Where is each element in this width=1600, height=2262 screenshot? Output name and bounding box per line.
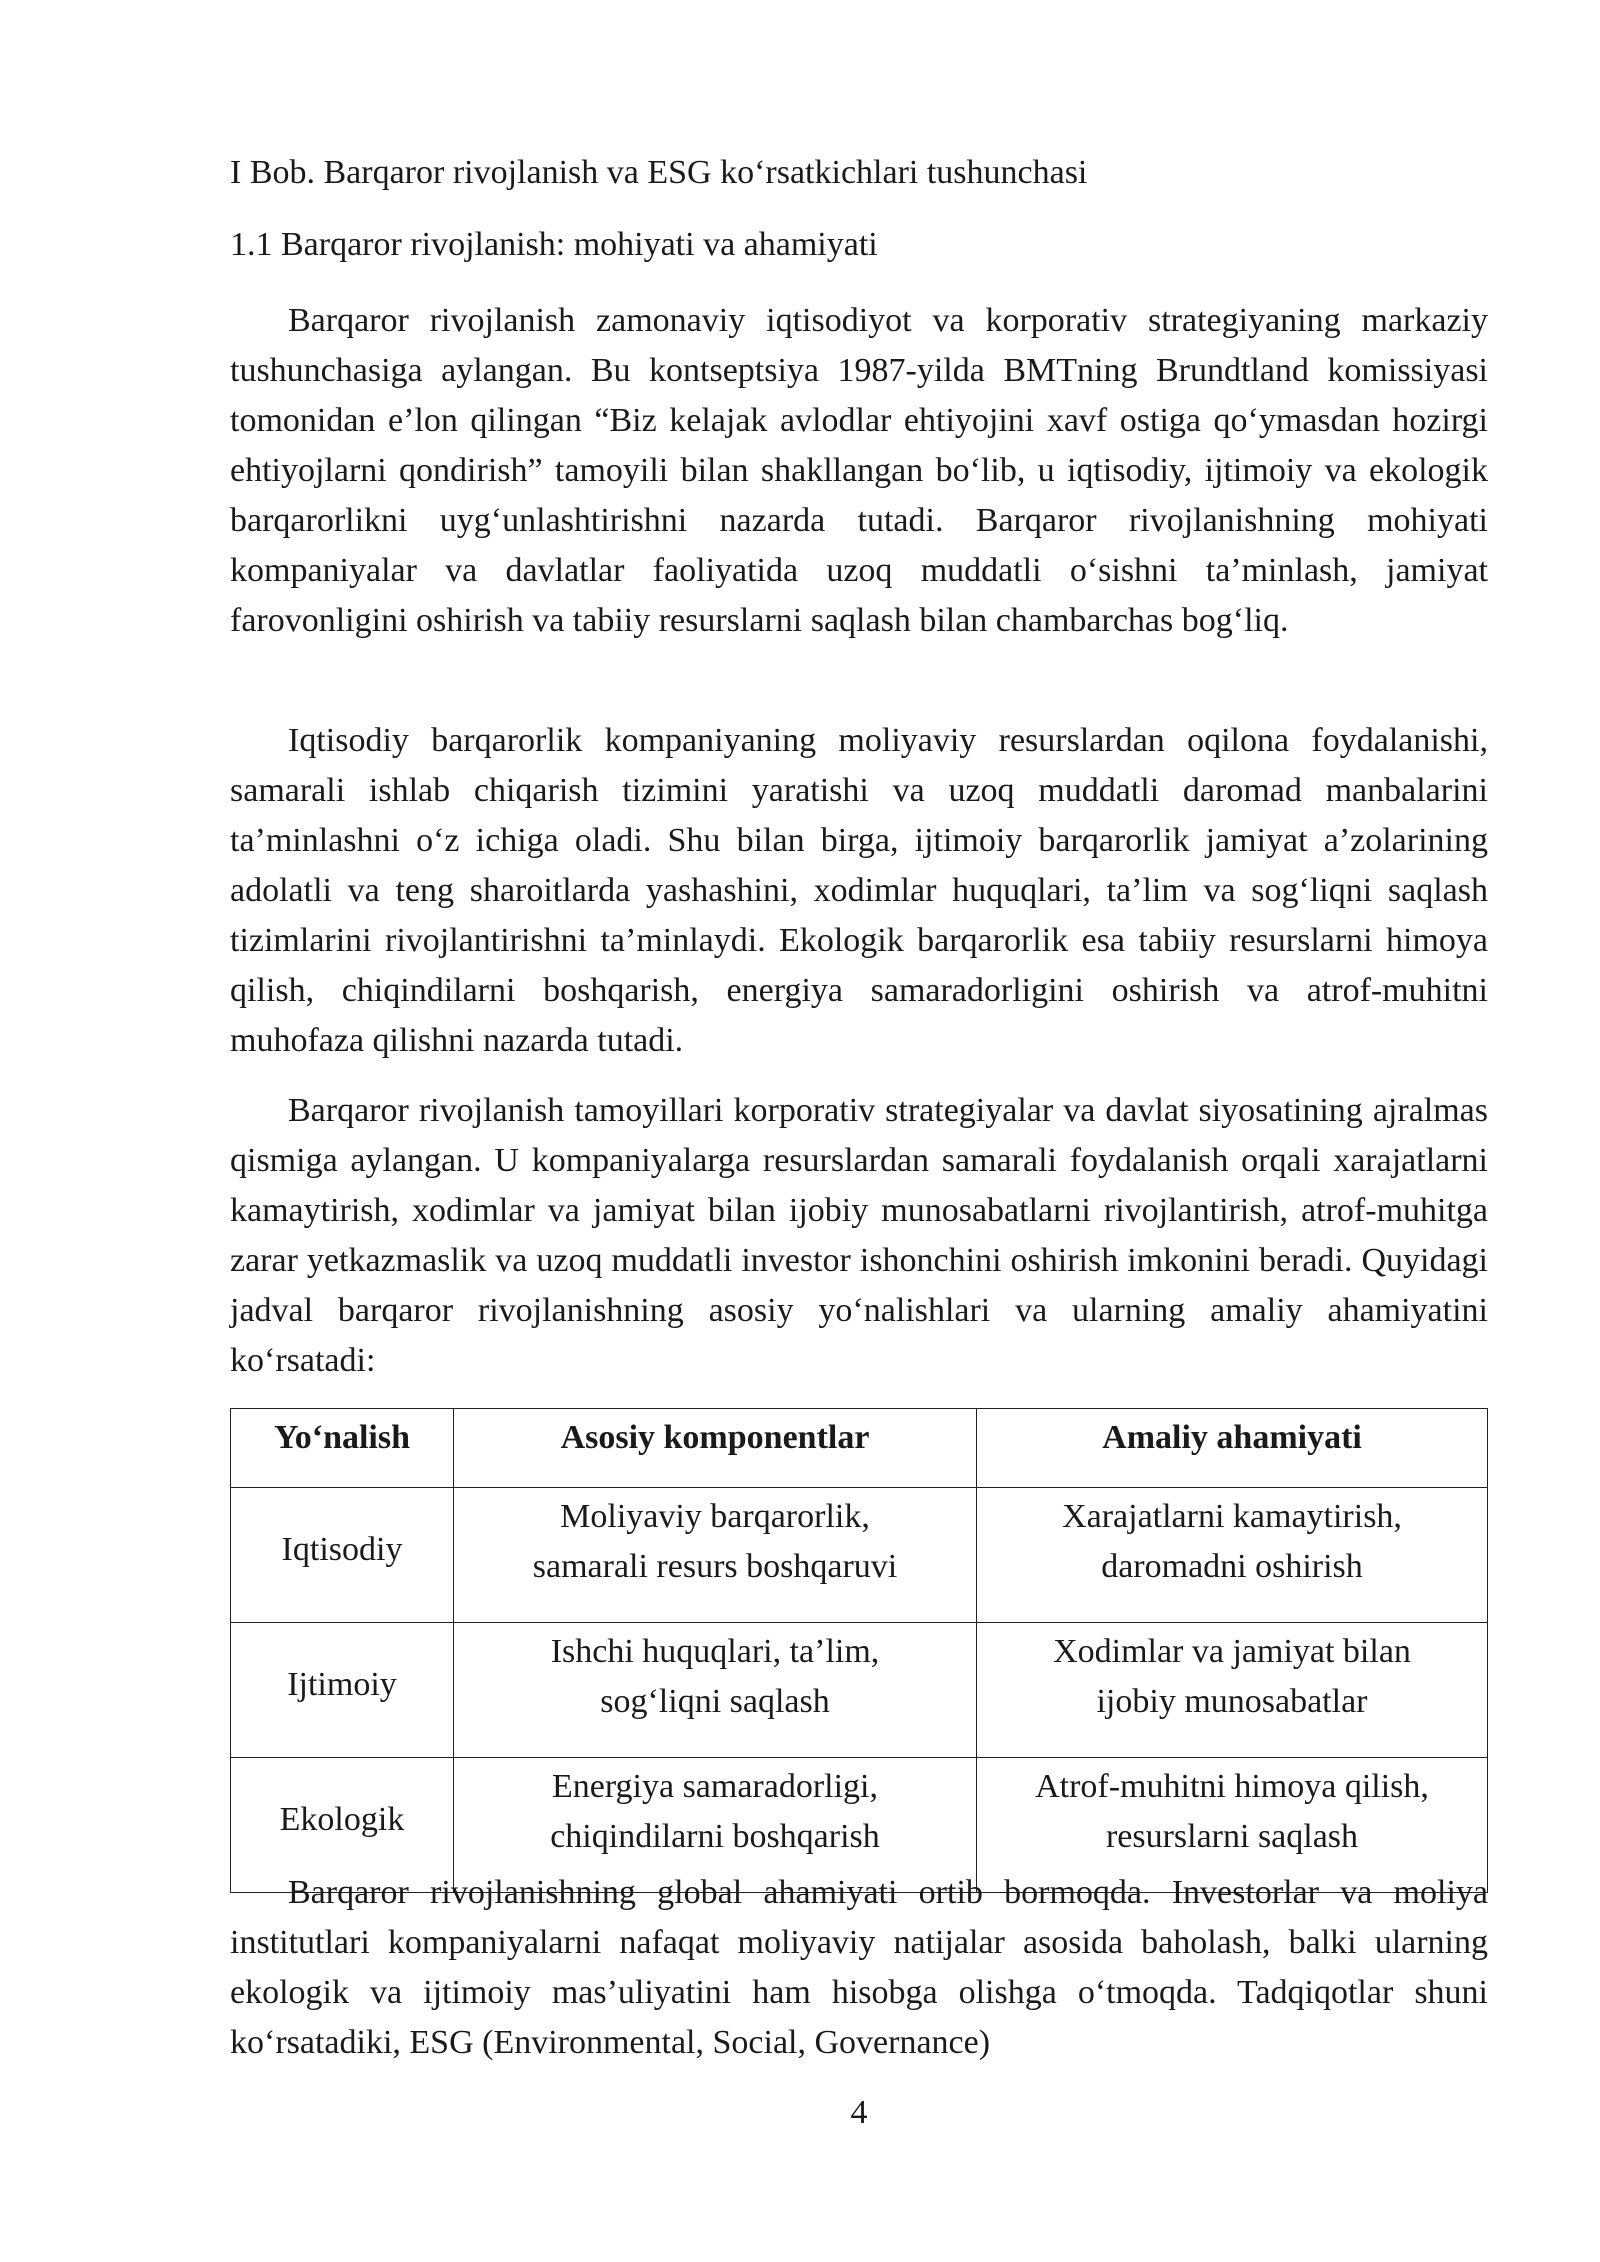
cell-line: ijobiy munosabatlar (1096, 1683, 1368, 1720)
table-row (231, 1623, 1488, 1758)
cell-line: samarali resurs boshqaruvi (532, 1548, 898, 1585)
cell-line: sog‘liqni saqlash (600, 1683, 830, 1720)
table-cell-direction: Iqtisodiy (231, 1488, 454, 1623)
table-header-row (231, 1409, 1488, 1488)
table-cell-significance (977, 1488, 1488, 1623)
cell-line: chiqindilarni boshqarish (550, 1818, 880, 1855)
cell-line: Atrof-muhitni himoya qilish, (1035, 1768, 1429, 1805)
directions-table (230, 1408, 1488, 1893)
table-cell-direction: Ekologik (231, 1758, 454, 1893)
table-header-cell: Asosiy komponentlar (454, 1409, 977, 1488)
table-cell-direction: Ijtimoiy (231, 1623, 454, 1758)
table-header-cell: Yo‘nalish (231, 1409, 454, 1488)
cell-line: Xodimlar va jamiyat bilan (1053, 1633, 1411, 1670)
table-row (231, 1488, 1488, 1623)
paragraph: Barqaror rivojlanishning global ahamiyati ortib bormoqda. Investorlar va moliya institutlari kompaniyalarni nafaqat moliyaviy natijalar asosida baholash, balki ularning ekologik va ijtimoiy mas’uliyatini ham hisobga olishga o‘tmoqda. Tadqiqotlar shuni ko‘rsatadiki, ESG (Environmental, Social, Governance) (230, 1874, 1488, 2061)
cell-line: Energiya samaradorligi, (551, 1768, 879, 1805)
cell-line: Xarajatlarni kamaytirish, (1062, 1498, 1402, 1535)
table-cell-components (454, 1623, 977, 1758)
paragraph: Iqtisodiy barqarorlik kompaniyaning moliyaviy resurslardan oqilona foydalanishi, samarali ishlab chiqarish tizimini yaratishi va uzoq muddatli daromad manbalarini ta’minlashni o‘z ichiga oladi. Shu bilan birga, ijtimoiy barqarorlik jamiyat a’zolarining adolatli va teng sharoitlarda yashashini, xodimlar huquqlari, ta’lim va sog‘liqni saqlash tizimlarini rivojlantirishni ta’minlaydi. Ekologik barqarorlik esa tabiiy resurslarni himoya qilish, chiqindilarni boshqarish, energiya samaradorligini oshirish va atrof-muhitni muhofaza qilishni nazarda tutadi. (230, 722, 1488, 1059)
cell-line: daromadni oshirish (1101, 1548, 1363, 1585)
cell-line: resurslarni saqlash (1105, 1818, 1359, 1855)
table-cell-significance (977, 1623, 1488, 1758)
chapter-title: I Bob. Barqaror rivojlanish va ESG ko‘rsatkichlari tushunchasi (230, 154, 1088, 191)
paragraph: Barqaror rivojlanish tamoyillari korporativ strategiyalar va davlat siyosatining ajralmas qismiga aylangan. U kompaniyalarga resurslardan samarali foydalanish orqali xarajatlarni kamaytirish, xodimlar va jamiyat bilan ijobiy munosabatlarni rivojlantirish, atrof-muhitga zarar yetkazmaslik va uzoq muddatli investor ishonchini oshirish imkonini beradi. Quyidagi jadval barqaror rivojlanishning asosiy yo‘nalishlari va ularning amaliy ahamiyatini ko‘rsatadi: (230, 1092, 1488, 1379)
page-number: 4 (850, 2094, 868, 2131)
table-cell-components (454, 1488, 977, 1623)
cell-line: Ishchi huquqlari, ta’lim, (550, 1633, 880, 1670)
table-header-cell: Amaliy ahamiyati (977, 1409, 1488, 1488)
cell-line: Moliyaviy barqarorlik, (560, 1498, 870, 1535)
section-title: 1.1 Barqaror rivojlanish: mohiyati va ahamiyati (230, 226, 878, 263)
paragraph: Barqaror rivojlanish zamonaviy iqtisodiyot va korporativ strategiyaning markaziy tushunchasiga aylangan. Bu kontseptsiya 1987-yilda BMTning Brundtland komissiyasi tomonidan e’lon qilingan “Biz kelajak avlodlar ehtiyojini xavf ostiga qo‘ymasdan hozirgi ehtiyojlarni qondirish” tamoyili bilan shakllangan bo‘lib, u iqtisodiy, ijtimoiy va ekologik barqarorlikni uyg‘unlashtirishni nazarda tutadi. Barqaror rivojlanishning mohiyati kompaniyalar va davlatlar faoliyatida uzoq muddatli o‘sishni ta’minlash, jamiyat farovonligini oshirish va tabiiy resurslarni saqlash bilan chambarchas bog‘liq. (230, 302, 1488, 639)
